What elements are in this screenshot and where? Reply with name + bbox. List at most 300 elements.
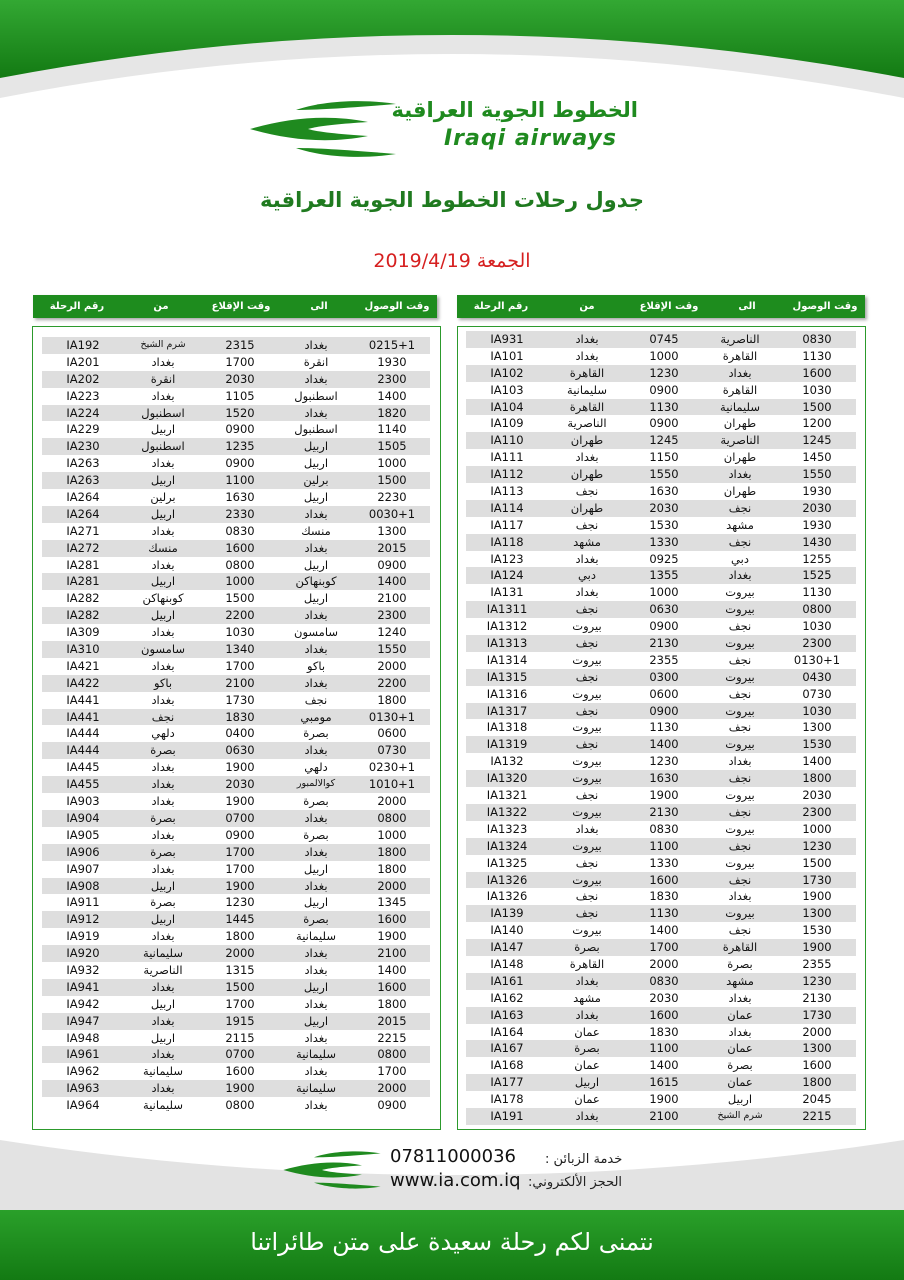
destination-cell: بغداد bbox=[728, 467, 752, 482]
departure-cell: 1915 bbox=[225, 1013, 255, 1028]
arrival-cell: 1505 bbox=[377, 439, 407, 454]
destination-cell: نجف bbox=[728, 838, 752, 853]
col-to-header: الى bbox=[738, 301, 756, 312]
destination-cell: اربيل bbox=[727, 1092, 753, 1107]
flight-number-cell: IA1313 bbox=[486, 636, 528, 651]
origin-cell: اربيل bbox=[150, 996, 176, 1011]
table-row bbox=[466, 719, 856, 736]
flight-number-cell: IA202 bbox=[66, 371, 100, 386]
arrival-cell: 0215+1 bbox=[368, 338, 416, 352]
arrival-cell: 1450 bbox=[802, 450, 832, 465]
table-row bbox=[42, 709, 430, 726]
flight-number-cell: IA117 bbox=[490, 517, 524, 532]
departure-cell: 2130 bbox=[649, 804, 679, 819]
flight-number-cell: IA168 bbox=[490, 1058, 524, 1073]
flight-number-cell: IA132 bbox=[490, 754, 524, 769]
arrival-cell: 1010+1 bbox=[368, 777, 416, 792]
arrival-cell: 1345 bbox=[377, 895, 407, 910]
table-row bbox=[42, 996, 430, 1013]
departure-cell: 0700 bbox=[225, 1047, 255, 1062]
table-row bbox=[42, 894, 430, 911]
origin-cell: سامسون bbox=[141, 642, 185, 657]
destination-cell: اربيل bbox=[303, 895, 329, 910]
departure-cell: 0900 bbox=[649, 619, 679, 634]
origin-cell: انقرة bbox=[150, 371, 176, 386]
arrival-cell: 1000 bbox=[802, 821, 832, 836]
flight-number-cell: IA281 bbox=[66, 574, 100, 589]
departure-cell: 0925 bbox=[649, 551, 679, 566]
arrival-cell: 1600 bbox=[802, 365, 832, 380]
arrival-cell: 0730 bbox=[802, 686, 832, 701]
destination-cell: بيروت bbox=[725, 906, 755, 921]
destination-cell: اسطنبول bbox=[294, 422, 338, 437]
destination-cell: اسطنبول bbox=[294, 388, 338, 403]
online-booking-link[interactable]: www.ia.com.iq bbox=[390, 1170, 521, 1191]
destination-cell: بيروت bbox=[725, 669, 755, 684]
departure-cell: 1600 bbox=[225, 540, 255, 555]
destination-cell: طهران bbox=[723, 484, 757, 499]
table-row bbox=[42, 1013, 430, 1030]
arrival-cell: 0130+1 bbox=[368, 709, 416, 724]
origin-cell: القاهرة bbox=[569, 956, 605, 971]
origin-cell: القاهرة bbox=[569, 365, 605, 380]
table-row bbox=[466, 990, 856, 1007]
arrival-cell: 2130 bbox=[802, 990, 832, 1005]
arrival-cell: 2300 bbox=[377, 371, 407, 386]
departure-cell: 1830 bbox=[649, 889, 679, 904]
table-row bbox=[466, 534, 856, 551]
origin-cell: طهران bbox=[570, 467, 604, 482]
departure-cell: 1245 bbox=[649, 433, 679, 448]
table-row bbox=[466, 365, 856, 382]
col-flight-no-header: رقم الرحلة bbox=[473, 301, 529, 312]
origin-cell: بغداد bbox=[151, 354, 175, 369]
destination-cell: القاهرة bbox=[722, 348, 758, 363]
departure-cell: 0900 bbox=[649, 382, 679, 397]
flight-number-cell: IA962 bbox=[66, 1064, 100, 1079]
arrival-cell: 2355 bbox=[802, 956, 832, 971]
origin-cell: بيروت bbox=[572, 652, 602, 667]
table-row bbox=[466, 432, 856, 449]
origin-cell: دلهي bbox=[151, 726, 175, 741]
departure-cell: 1130 bbox=[649, 399, 679, 414]
flight-number-cell: IA1321 bbox=[486, 788, 528, 803]
origin-cell: اربيل bbox=[150, 912, 176, 927]
destination-cell: مشهد bbox=[726, 517, 754, 532]
arrival-cell: 1530 bbox=[802, 737, 832, 752]
table-row bbox=[42, 489, 430, 506]
origin-cell: نجف bbox=[575, 855, 599, 870]
departure-cell: 1700 bbox=[225, 354, 255, 369]
destination-cell: القاهرة bbox=[722, 382, 758, 397]
origin-cell: اربيل bbox=[150, 878, 176, 893]
departure-cell: 0900 bbox=[225, 827, 255, 842]
arrival-cell: 2300 bbox=[802, 804, 832, 819]
arrival-cell: 2030 bbox=[802, 500, 832, 515]
flight-number-cell: IA223 bbox=[66, 388, 100, 403]
departure-cell: 1230 bbox=[649, 365, 679, 380]
departure-cell: 2030 bbox=[649, 500, 679, 515]
arrival-cell: 2000 bbox=[377, 878, 407, 893]
arrival-cell: 1400 bbox=[377, 574, 407, 589]
destination-cell: سليمانية bbox=[296, 1081, 336, 1096]
table-row bbox=[42, 354, 430, 371]
brand-name-english: Iraqi airways bbox=[444, 126, 617, 151]
flight-number-cell: IA147 bbox=[490, 940, 524, 955]
arrival-cell: 1255 bbox=[802, 551, 832, 566]
origin-cell: مشهد bbox=[573, 534, 601, 549]
table-row bbox=[42, 421, 430, 438]
origin-cell: بيروت bbox=[572, 686, 602, 701]
arrival-cell: 2000 bbox=[377, 1081, 407, 1096]
table-row bbox=[466, 1057, 856, 1074]
origin-cell: برلين bbox=[150, 490, 176, 505]
table-row bbox=[466, 855, 856, 872]
origin-cell: نجف bbox=[575, 737, 599, 752]
table-row bbox=[42, 337, 430, 354]
table-row bbox=[466, 567, 856, 584]
flight-number-cell: IA1314 bbox=[486, 652, 528, 667]
origin-cell: بغداد bbox=[575, 450, 599, 465]
origin-cell: اسطنبول bbox=[141, 439, 185, 454]
origin-cell: باكو bbox=[153, 675, 173, 690]
arrival-cell: 2000 bbox=[802, 1024, 832, 1039]
departure-cell: 1700 bbox=[225, 658, 255, 673]
origin-cell: اربيل bbox=[150, 506, 176, 521]
origin-cell: نجف bbox=[575, 636, 599, 651]
destination-cell: بغداد bbox=[304, 540, 328, 555]
departure-cell: 1130 bbox=[649, 906, 679, 921]
destination-cell: بصرة bbox=[303, 912, 329, 927]
departure-cell: 1700 bbox=[649, 940, 679, 955]
destination-cell: نجف bbox=[728, 872, 752, 887]
origin-cell: بغداد bbox=[151, 794, 175, 809]
arrival-cell: 1300 bbox=[802, 1041, 832, 1056]
table-row bbox=[42, 928, 430, 945]
origin-cell: بغداد bbox=[151, 388, 175, 403]
arrival-cell: 1900 bbox=[802, 940, 832, 955]
arrival-cell: 1200 bbox=[802, 416, 832, 431]
flight-number-cell: IA109 bbox=[490, 416, 524, 431]
arrival-cell: 1500 bbox=[802, 399, 832, 414]
flight-number-cell: IA281 bbox=[66, 557, 100, 572]
table-row bbox=[42, 911, 430, 928]
arrival-cell: 1500 bbox=[802, 855, 832, 870]
destination-cell: بغداد bbox=[304, 844, 328, 859]
departure-cell: 1330 bbox=[649, 534, 679, 549]
table-row bbox=[466, 500, 856, 517]
departure-cell: 2030 bbox=[649, 990, 679, 1005]
destination-cell: اربيل bbox=[303, 861, 329, 876]
destination-cell: باكو bbox=[306, 658, 326, 673]
table-row bbox=[42, 540, 430, 557]
flight-number-cell: IA911 bbox=[66, 895, 100, 910]
origin-cell: نجف bbox=[575, 669, 599, 684]
flight-number-cell: IA192 bbox=[66, 338, 100, 352]
table-row bbox=[466, 601, 856, 618]
arrival-cell: 1000 bbox=[377, 827, 407, 842]
flight-number-cell: IA941 bbox=[66, 979, 100, 994]
origin-cell: القاهرة bbox=[569, 399, 605, 414]
online-booking-label: الحجز الألكتروني: bbox=[528, 1175, 623, 1190]
flight-number-cell: IA177 bbox=[490, 1075, 524, 1090]
origin-cell: بغداد bbox=[575, 332, 599, 346]
flight-number-cell: IA1311 bbox=[486, 602, 528, 617]
arrival-cell: 1030 bbox=[802, 382, 832, 397]
departure-cell: 1900 bbox=[225, 878, 255, 893]
table-row bbox=[42, 506, 430, 523]
flight-number-cell: IA904 bbox=[66, 810, 100, 825]
table-row bbox=[466, 753, 856, 770]
table-row bbox=[466, 551, 856, 568]
table-row bbox=[42, 371, 430, 388]
flight-number-cell: IA271 bbox=[66, 523, 100, 538]
departure-cell: 0300 bbox=[649, 669, 679, 684]
destination-cell: بيروت bbox=[725, 788, 755, 803]
departure-cell: 2000 bbox=[649, 956, 679, 971]
departure-cell: 0800 bbox=[225, 557, 255, 572]
flight-number-cell: IA932 bbox=[66, 962, 100, 977]
origin-cell: بغداد bbox=[151, 1013, 175, 1028]
destination-cell: مومبي bbox=[300, 709, 332, 724]
arrival-cell: 0900 bbox=[377, 1098, 407, 1113]
arrival-cell: 2000 bbox=[377, 658, 407, 673]
arrival-cell: 1400 bbox=[377, 962, 407, 977]
flight-number-cell: IA908 bbox=[66, 878, 100, 893]
table-row bbox=[42, 641, 430, 658]
departure-cell: 2100 bbox=[649, 1108, 679, 1123]
origin-cell: بغداد bbox=[151, 456, 175, 471]
origin-cell: بغداد bbox=[151, 929, 175, 944]
table-row bbox=[42, 776, 430, 793]
destination-cell: بغداد bbox=[304, 743, 328, 758]
arrival-cell: 1245 bbox=[802, 433, 832, 448]
flight-number-cell: IA903 bbox=[66, 794, 100, 809]
departure-cell: 0630 bbox=[225, 743, 255, 758]
origin-cell: بغداد bbox=[151, 1081, 175, 1096]
destination-cell: نجف bbox=[728, 652, 752, 667]
table-row bbox=[42, 861, 430, 878]
origin-cell: بيروت bbox=[572, 619, 602, 634]
table-row bbox=[466, 956, 856, 973]
destination-cell: نجف bbox=[728, 720, 752, 735]
col-from-header: من bbox=[579, 301, 595, 312]
arrival-cell: 2200 bbox=[377, 675, 407, 690]
table-row bbox=[466, 1007, 856, 1024]
origin-cell: كوبنهاكن bbox=[142, 591, 184, 606]
departure-cell: 1615 bbox=[649, 1075, 679, 1090]
destination-cell: بغداد bbox=[304, 878, 328, 893]
destination-cell: سليمانية bbox=[296, 1047, 336, 1062]
flight-number-cell: IA963 bbox=[66, 1081, 100, 1096]
origin-cell: نجف bbox=[575, 517, 599, 532]
destination-cell: بغداد bbox=[728, 990, 752, 1005]
origin-cell: بغداد bbox=[575, 1007, 599, 1022]
origin-cell: بغداد bbox=[151, 979, 175, 994]
table-row bbox=[42, 438, 430, 455]
destination-cell: بغداد bbox=[304, 506, 328, 521]
flight-number-cell: IA422 bbox=[66, 675, 100, 690]
origin-cell: عمان bbox=[574, 1058, 600, 1073]
origin-cell: بغداد bbox=[575, 1108, 599, 1123]
table-row bbox=[42, 742, 430, 759]
arrival-cell: 0800 bbox=[377, 1047, 407, 1062]
origin-cell: اربيل bbox=[150, 1030, 176, 1045]
origin-cell: دبي bbox=[578, 568, 596, 583]
flight-number-cell: IA1326 bbox=[486, 872, 528, 887]
origin-cell: بغداد bbox=[575, 551, 599, 566]
table-row bbox=[466, 838, 856, 855]
flight-number-cell: IA444 bbox=[66, 726, 100, 741]
flight-number-cell: IA263 bbox=[66, 473, 100, 488]
flight-number-cell: IA118 bbox=[490, 534, 524, 549]
table-row bbox=[466, 821, 856, 838]
flight-number-cell: IA1316 bbox=[486, 686, 528, 701]
destination-cell: بيروت bbox=[725, 703, 755, 718]
arrival-cell: 1000 bbox=[377, 456, 407, 471]
departure-cell: 2200 bbox=[225, 608, 255, 623]
destination-cell: شرم الشيخ bbox=[717, 1109, 763, 1121]
table-row bbox=[42, 1097, 430, 1114]
arrival-cell: 1700 bbox=[377, 1064, 407, 1079]
table-row bbox=[42, 523, 430, 540]
col-departure-header: وقت الإقلاع bbox=[639, 301, 699, 312]
arrival-cell: 1230 bbox=[802, 838, 832, 853]
departure-cell: 1830 bbox=[649, 1024, 679, 1039]
table-row bbox=[466, 618, 856, 635]
customer-service-number[interactable]: 07811000036 bbox=[390, 1146, 516, 1167]
origin-cell: طهران bbox=[570, 500, 604, 515]
table-row bbox=[466, 466, 856, 483]
departure-cell: 1000 bbox=[649, 348, 679, 363]
arrival-cell: 1800 bbox=[802, 771, 832, 786]
arrival-cell: 1130 bbox=[802, 585, 832, 600]
flight-number-cell: IA112 bbox=[490, 467, 524, 482]
departure-cell: 2115 bbox=[225, 1030, 255, 1045]
arrival-cell: 1600 bbox=[377, 979, 407, 994]
departure-cell: 1830 bbox=[225, 709, 255, 724]
table-row bbox=[42, 810, 430, 827]
flight-number-cell: IA282 bbox=[66, 608, 100, 623]
arrival-cell: 2215 bbox=[802, 1108, 832, 1123]
departure-cell: 0900 bbox=[225, 456, 255, 471]
flight-number-cell: IA964 bbox=[66, 1098, 100, 1113]
col-to-header: الى bbox=[310, 301, 328, 312]
table-row bbox=[466, 973, 856, 990]
col-arrival-header: وقت الوصول bbox=[792, 301, 858, 312]
table-row bbox=[42, 590, 430, 607]
table-row bbox=[466, 517, 856, 534]
departure-cell: 1445 bbox=[225, 912, 255, 927]
destination-cell: نجف bbox=[728, 771, 752, 786]
departure-cell: 2330 bbox=[225, 506, 255, 521]
destination-cell: بصرة bbox=[303, 827, 329, 842]
arrival-cell: 1130 bbox=[802, 348, 832, 363]
arrival-cell: 0730 bbox=[377, 743, 407, 758]
destination-cell: بغداد bbox=[304, 1030, 328, 1045]
table-row bbox=[42, 557, 430, 574]
departure-cell: 1400 bbox=[649, 923, 679, 938]
airline-emblem-icon bbox=[282, 1150, 382, 1190]
table-row bbox=[466, 686, 856, 703]
departure-cell: 1600 bbox=[649, 1007, 679, 1022]
flight-number-cell: IA123 bbox=[490, 551, 524, 566]
brand-logo bbox=[248, 98, 648, 162]
origin-cell: بصرة bbox=[574, 1041, 600, 1056]
flight-number-cell: IA1317 bbox=[486, 703, 528, 718]
flight-number-cell: IA264 bbox=[66, 506, 100, 521]
origin-cell: بصرة bbox=[150, 743, 176, 758]
arrival-cell: 1930 bbox=[802, 517, 832, 532]
destination-cell: بغداد bbox=[304, 962, 328, 977]
flight-number-cell: IA919 bbox=[66, 929, 100, 944]
arrival-cell: 1500 bbox=[377, 473, 407, 488]
arrival-cell: 1930 bbox=[802, 484, 832, 499]
origin-cell: شرم الشيخ bbox=[140, 339, 186, 350]
origin-cell: الناصرية bbox=[567, 416, 607, 431]
departure-cell: 0630 bbox=[649, 602, 679, 617]
origin-cell: سليمانية bbox=[143, 1098, 183, 1113]
arrival-cell: 2030 bbox=[802, 788, 832, 803]
destination-cell: عمان bbox=[727, 1007, 753, 1022]
departure-cell: 1105 bbox=[225, 388, 255, 403]
arrival-cell: 1030 bbox=[802, 619, 832, 634]
departure-cell: 1900 bbox=[225, 760, 255, 775]
table-row bbox=[466, 1040, 856, 1057]
departure-cell: 1340 bbox=[225, 642, 255, 657]
departure-cell: 1600 bbox=[225, 1064, 255, 1079]
flight-number-cell: IA282 bbox=[66, 591, 100, 606]
origin-cell: بيروت bbox=[572, 771, 602, 786]
destination-cell: اربيل bbox=[303, 490, 329, 505]
right-table-header bbox=[457, 295, 865, 318]
destination-cell: بغداد bbox=[304, 675, 328, 690]
airline-emblem-icon bbox=[248, 100, 398, 158]
arrival-cell: 0800 bbox=[802, 602, 832, 617]
arrival-cell: 2230 bbox=[377, 490, 407, 505]
destination-cell: بغداد bbox=[728, 754, 752, 769]
destination-cell: بغداد bbox=[728, 568, 752, 583]
departure-cell: 1630 bbox=[225, 490, 255, 505]
departure-cell: 1550 bbox=[649, 467, 679, 482]
destination-cell: بيروت bbox=[725, 737, 755, 752]
flight-number-cell: IA191 bbox=[490, 1108, 524, 1123]
table-row bbox=[466, 331, 856, 348]
arrival-cell: 1900 bbox=[377, 929, 407, 944]
table-row bbox=[466, 584, 856, 601]
destination-cell: بغداد bbox=[304, 810, 328, 825]
departure-cell: 1230 bbox=[649, 754, 679, 769]
table-row bbox=[466, 635, 856, 652]
departure-cell: 1100 bbox=[225, 473, 255, 488]
table-row bbox=[42, 573, 430, 590]
departure-cell: 2030 bbox=[225, 777, 255, 792]
destination-cell: دلهي bbox=[304, 760, 328, 775]
departure-cell: 1900 bbox=[649, 1092, 679, 1107]
destination-cell: اربيل bbox=[303, 557, 329, 572]
flight-number-cell: IA947 bbox=[66, 1013, 100, 1028]
departure-cell: 1700 bbox=[225, 844, 255, 859]
origin-cell: بغداد bbox=[575, 348, 599, 363]
flight-number-cell: IA905 bbox=[66, 827, 100, 842]
origin-cell: سليمانية bbox=[567, 382, 607, 397]
arrival-cell: 1300 bbox=[802, 720, 832, 735]
departure-cell: 1500 bbox=[225, 591, 255, 606]
destination-cell: بصرة bbox=[727, 956, 753, 971]
arrival-cell: 0030+1 bbox=[368, 506, 416, 521]
origin-cell: بغداد bbox=[151, 625, 175, 640]
table-row bbox=[42, 945, 430, 962]
